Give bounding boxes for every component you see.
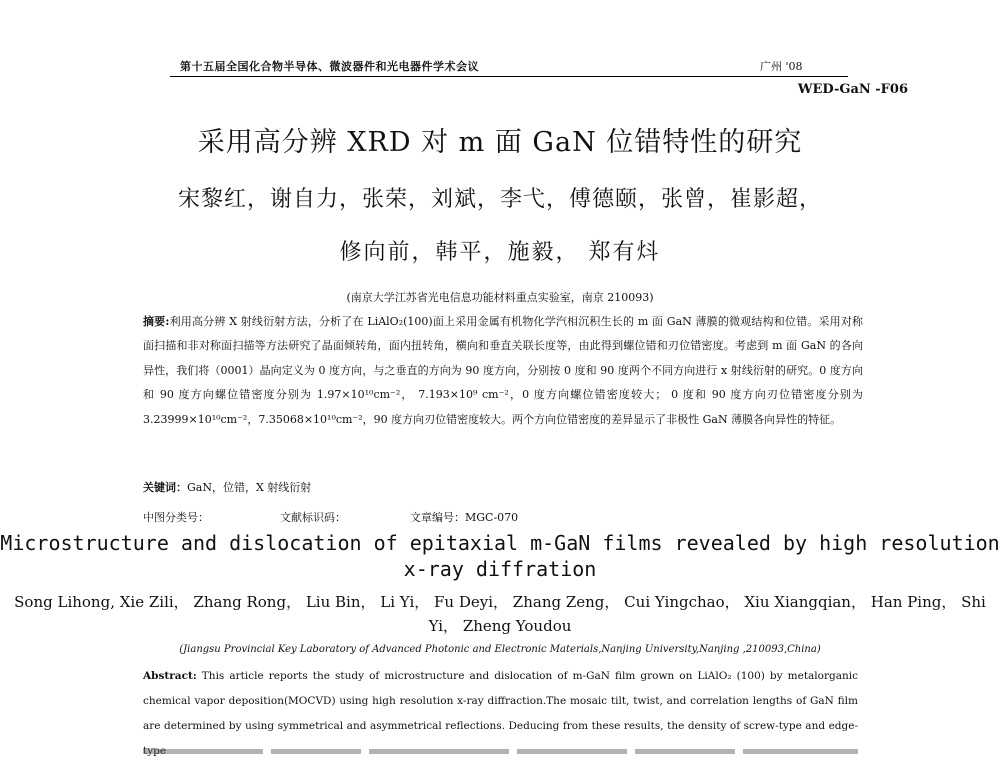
document-code: 文献标识码： xyxy=(280,511,346,524)
chinese-abstract-text: 利用高分辨 X 射线衍射方法，分析了在 LiAlO₂(100)面上采用金属有机物化学汽相沉积生长的 m 面 GaN 薄膜的微观结构和位错。采用对称面扫描和非对称面扫描等方法研究了晶面倾转角，面内扭转角，横向和垂直关联长度等，由此得到螺位错和刃位错密度。考虑到 m 面 GaN 的各向异性，我们将（0001）晶向定义为 0 度方向，与之垂直的方向为 90 度方向，分别按 0 度和 90 度两个不同方向进行 x 射线衍射的研究。0 度方向和 90 度方向螺位错密度分别为 1.97×10¹⁰cm⁻²， 7.193×10⁹ cm⁻²，0 度方向螺位错密度较大； 0 度和 90 度方向刃位错密度分别为 3.23999×10¹⁰cm⁻²，7.35068×10¹⁰cm⁻²，90 度方向刃位错密度较大。两个方向位错密度的差异显示了非极性 GaN 薄膜各向异性的特征。 xyxy=(143,315,864,426)
chinese-abstract xyxy=(143,310,863,432)
chinese-title: 采用高分辨 XRD 对 m 面 GaN 位错特性的研究 xyxy=(197,127,803,158)
chinese-keywords xyxy=(143,479,311,495)
english-affiliation: (Jiangsu Provincial Key Laboratory of Advanced Photonic and Electronic Materials,Nanjing University,Nanjing ,210093,China) xyxy=(179,644,821,655)
keywords-label: 关键词： xyxy=(143,481,187,494)
chinese-authors-line-1: 宋黎红，谢自力，张荣，刘斌，李弋，傅德颐，张曾，崔影超， xyxy=(177,187,822,212)
chinese-affiliation: (南京大学江苏省光电信息功能材料重点实验室，南京 210093) xyxy=(346,291,654,304)
chinese-abstract-label: 摘要: xyxy=(143,315,170,328)
english-abstract-text: This article reports the study of microstructure and dislocation of m-GaN film grown on LiAlO₂ (100) by metalorganic chemical vapor deposition(MOCVD) using high resolution x-ray diffraction.The mosaic tilt, twist, and correlation lengths of GaN film are determined by using symmetrical and asymmetrical reflections. Deducing from these results, the density of screw-type and edge-type xyxy=(143,670,858,757)
chinese-authors-line-2: 修向前，韩平，施毅， 郑有炓 xyxy=(339,240,661,265)
conference-header: 第十五届全国化合物半导体、微波器件和光电器件学术会议 xyxy=(180,60,479,73)
english-title: Microstructure and dislocation of epitaxial m-GaN films revealed by high resolution x-ray diffration xyxy=(0,531,1000,581)
paper-code: WED-GaN -F06 xyxy=(797,82,908,97)
english-abstract-label: Abstract: xyxy=(143,670,197,682)
conference-location-year: 广州 '08 xyxy=(760,60,803,73)
header-rule xyxy=(170,76,848,77)
article-number: 文章编号：MGC-070 xyxy=(410,511,519,524)
classification-row xyxy=(143,509,518,525)
cutoff-text-line xyxy=(143,747,858,757)
keywords-text: GaN，位错，X 射线衍射 xyxy=(187,481,312,494)
class-number: 中图分类号： xyxy=(143,511,209,524)
english-authors: Song Lihong, Xie Zili， Zhang Rong， Liu Bin， Li Yi， Fu Deyi， Zhang Zeng， Cui Yingchao， Xiu Xiangqian， Han Ping， Shi Yi， Zheng Youdou xyxy=(14,593,986,635)
